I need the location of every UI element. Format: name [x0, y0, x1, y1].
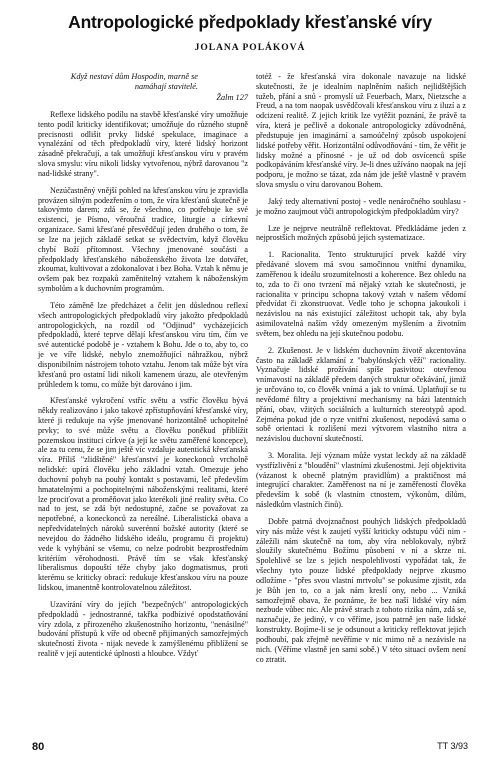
paragraph: Dobře patrná dvojznačnost pouhých lidských předpokladů víry nás může vést k zaujetí vyšší kriticky odstupu vůči nim - záležíli nám skutečně na tom, aby víra neblokovaly, nýbrž sloužily skutečnému Božímu působení v ní a skrze ni. Spolehlivě se lze s jejich nespolehlivostí vypořádat tak, že všechny tyto pouze lidské předpoklady nejprve zkusmo odložíme - "přes svou vlastní mrtvolu" se pokusíme zjistit, zda je Bůh jen to, co a jak nám kreslí ony, nebo ... Vzniká samozřejmě obava, že poznáme, že bez naší lidské víry nám nezbude vůbec nic. Ale právě strach z tohoto rizika nám, zdá se, naznačuje, že jediný, v co věříme, jsou patrně jen naše lidské konstrukty. Bojíme-li se je odsunout a kriticky reflektovat jejich podhoubí, pak zřejmě nevěříme v nic mimo ně a nezávisle na nich. (Věříme vlastně jen sami sobě.) V této situaci ovšem není co ztratit. [256, 516, 466, 664]
paragraph: Jaký tedy alternativní postoj - vedle nenáročného souhlasu - je možno zaujmout vůči antropologickým předpokladům víry? [256, 196, 466, 216]
motto: Když nestaví dům Hospodin, marně se namáhají stavitelé. [70, 72, 198, 91]
paragraph: 3. Moralita. Její význam může vystat leckdy až na základě vystřízlivění z "bloudění" vlastními zkušenostmi. Její objektivita (vázanost k obecně platným pravidlům) a praktičnost má integrující charakter. Zaměřenost na ní je zaměřeností člověka především k sobě (k vlastním ctnostem, výkonům, dílům, následkům vlastních činů). [256, 450, 466, 510]
paragraph: Uzavírání víry do jejích "bezpečných" antropologických předpokladů - jednostranné, takřka podbízivé opodstatňování víry zdola, z přirozeného zkušenostního horizontu, "nenásilné" budování přístupů k víře od obecně přijímaných samozřejmých skutečností života - nijak nevede k zamýšlenému přiblížení se realitě v její autentické úplnosti a hloubce. Vždyť [38, 599, 248, 659]
paragraph: Této záměně lze předcházet a čelit jen důslednou reflexí všech antropologických předpokladů víry jakožto předpokladů antropologických, na rozdíl od "Odjinud" vycházejících předpokladů, které teprve dělají křesťanskou víru tím, čím ve své autentické podobě je - vztahem k Bohu. Jde o to, aby to, co je ve víře lidské, nebylo znemožňující náhražkou, nýbrž disponibilním nástrojem tohoto vztahu. Jenom tak může být víra křesťanů pro ostatní lidi nikoli kamenem úrazu, ale otevřeným průhledem k tomu, co může být darováno i jim. [38, 300, 248, 389]
journal-issue: TT 3/93 [437, 741, 468, 751]
right-column [256, 72, 466, 664]
paragraph: 2. Zkušenost. Je v lidském duchovním životě akcentována často na základě zklamání z "babylónských věží" racionality. Vyznačuje lidské prožívání spíše pasivitou: otevřenou vnímavostí na základě předem daných struktur očekávání, jimiž je určováno to, co člověk vnímá a jak to vnímá. Uplatňují se tu nevědomé filtry a projektivní mechanismy na bázi latentních přání, obav, vžitých sociálních a kulturních stereotypů apod. Zejména pokud jde o ryze vnitřní zkušenost, nepodává sama o sobě orientaci k rozlišení mezi výtvorem vlastního nitra a nezávislou duchovní skutečností. [256, 345, 466, 444]
page-number: 80 [32, 741, 45, 753]
paragraph: Reflexe lidského podílu na stavbě křesťanské víry umožňuje tento podíl kriticky identifikovat; umožňuje do různého stupně precisnosti odlišit prvky lidské spekulace, imaginace a vynalézání od těch předpokladů víry, které lidský horizont zásadně překračují, a tak umožňují křesťanskou víru v pravém slova smyslu: víru nikoli lidsky vytvořenou, nýbrž darovanou "z nad-lidské strany". [38, 109, 248, 178]
paragraph: 1. Racionalita. Tento strukturující prvek každé víry předávané slovem má svou samočinnou vnitřní dynamiku, zaměřenou k ideálu srozumitelnosti a koherence. Bez ohledu na to, zda to či ono tvrzení má nějaký vztah ke skutečnosti, je racionalita v principu schopna takový vztah v našem vědomí předvídat či zkonstruovat. Vedle toho je schopna jakoukoli i nezávislou na nás existující záležitost uchopit tak, aby byla asimilovatelná naším vždy omezeným myšlením a životním světem, bez ohledu na její skutečnou podobu. [256, 250, 466, 338]
paragraph: Nezúčastněný vnější pohled na křesťanskou víru je zpravidla provázen silným podezřením o tom, že víra křesťanů skutečně je takovýmto darem; zdá se, že všechno, co potřebuje ke své existenci, je Písmo, věroučná tradice, liturgie a církevní organizace. Sami křesťané přesvědčují jeden druhého o tom, že se lze na jejich základě setkat se svědectvím, když člověku chybí Boží přítomnost. Všechny jmenované součásti a předpoklady křesťanského náboženského života lze dotvářet, zkoumat, kultivovat a zdokonalovat i bez Boha. Vztah k němu je ovšem pak bez rozpaků zaměnitelný vztahem k náboženským symbolům a k duchovním programům. [38, 185, 248, 294]
article-author: JOLANA POLÁKOVÁ [194, 43, 306, 53]
article-title: Antropologické předpoklady křesťanské víry [68, 12, 432, 32]
paragraph: totéž - že křesťanská víra dokonale navazuje na lidské skutečnosti, že je idealním naplněním našich nejlidštějších tužeb, přání a snů - promyslí už Feuerbach, Marx, Nietzsche a Freud, a na tom naopak usvědčovali křesťanskou víru z iluzí a z odcizení realitě. Z jejich kritik lze vytěžit poznání, že právě ta víra, která je pečlivě a dokonale antropologicky zdůvodněná, předstupuje jen imaginární a samoúčelný způsob uspokojení lidské potřeby věřit. Horizontální odůvodňování - tím, že věřit je lidsky možné a přínosné - je už od dob osvícenců spíše podkopáváním křesťanské víry. Je-li dnes užíváno naopak na její podporu, je možno se tázat, zda nám jde ještě vlastně v pravém slova smyslu o víru darovanou Bohem. [256, 72, 466, 190]
paragraph: Lze je nejprve neutrálně reflektovat. Předkládáme jeden z nejprostších možných způsobů jejich systematizace. [256, 223, 466, 243]
motto-source: Žalm 127 [216, 92, 248, 102]
paragraph: Křesťanské vykročení vstříc světu a vstříc člověku bývá někdy realizováno i jako takové zpřístupňování křesťanské víry, které ji redukuje na výše jmenované horizontálně uchopitelné prvky; to své může světu a člověku poněkud přiblížit pozemskou instituci církve (a její ke světu zaměřené koncepce), ale za tu cenu, že se jim ještě víc vzdaluje autentická křesťanská víra. Příliš "zlidštěné" křesťanství je koneckonců vrcholně nelidské: upírá člověku jeho základní vztah. Omezuje jeho duchovní pohyb na pouhý kontakt s postavami, leč především hmatatelnými a pochopitelnými náboženskými realitami, které lze prociťovat a proměňovat jako kterékoli jiné reality světa. Co nad to jest, se zdá být nedostupné, začne se považovat za nepotřebné, a koneckonců za nereálné. Liberalistická obava a nepředvídatelných nároků suverénní božské autority (které se nevejdou do žádného lidského ideálu, programu či projektu) vede k vyhýbání se všemu, co nelze podrobit bezprostředním kritériím věrohodnosti. Právě tím se však křesťanský liberalismus dopouští téže chyby jako dogmatismus, proti kterému se kriticky obrací: redukuje křesťanskou víru na pouze lidskou, imanentně kontrolovatelnou záležitost. [38, 396, 248, 593]
left-column [38, 72, 248, 659]
